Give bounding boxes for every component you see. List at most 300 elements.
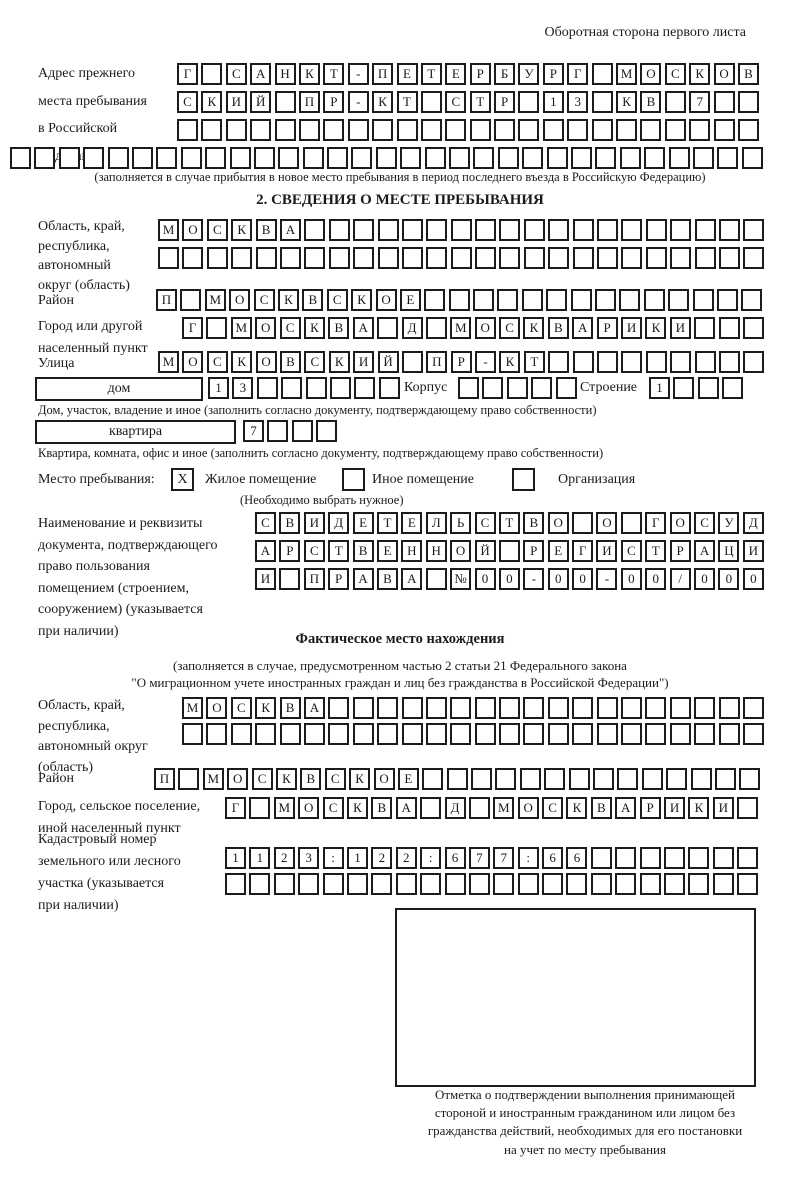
char-cell[interactable] xyxy=(400,147,421,169)
char-cell[interactable] xyxy=(275,91,296,113)
char-cell[interactable]: Й xyxy=(250,91,271,113)
char-cell[interactable] xyxy=(542,873,563,895)
char-cell[interactable] xyxy=(645,697,666,719)
char-cell[interactable]: 0 xyxy=(621,568,642,590)
char-cell[interactable]: О xyxy=(255,317,276,339)
char-cell[interactable]: О xyxy=(714,63,735,85)
char-cell[interactable]: И xyxy=(255,568,276,590)
char-cell[interactable] xyxy=(177,119,198,141)
char-cell[interactable]: Т xyxy=(328,540,349,562)
char-cell[interactable]: В xyxy=(523,512,544,534)
char-cell[interactable] xyxy=(717,147,738,169)
char-cell[interactable] xyxy=(591,873,612,895)
char-cell[interactable] xyxy=(544,768,565,790)
char-cell[interactable]: К xyxy=(349,768,370,790)
char-cell[interactable]: Т xyxy=(645,540,666,562)
char-cell[interactable]: Й xyxy=(378,351,399,373)
char-cell[interactable] xyxy=(743,697,764,719)
char-cell[interactable]: А xyxy=(353,317,374,339)
char-cell[interactable]: 0 xyxy=(548,568,569,590)
char-cell[interactable] xyxy=(691,768,712,790)
char-cell[interactable]: К xyxy=(304,317,325,339)
char-cell[interactable]: 7 xyxy=(243,420,264,442)
char-cell[interactable] xyxy=(451,247,472,269)
char-cell[interactable]: В xyxy=(300,768,321,790)
char-cell[interactable]: С xyxy=(325,768,346,790)
char-cell[interactable]: - xyxy=(523,568,544,590)
char-cell[interactable]: О xyxy=(640,63,661,85)
char-cell[interactable]: Г xyxy=(225,797,246,819)
char-cell[interactable]: М xyxy=(182,697,203,719)
char-cell[interactable] xyxy=(548,247,569,269)
char-cell[interactable] xyxy=(688,847,709,869)
char-cell[interactable] xyxy=(741,289,762,311)
char-cell[interactable]: К xyxy=(329,351,350,373)
char-cell[interactable] xyxy=(201,119,222,141)
char-cell[interactable]: Е xyxy=(397,63,418,85)
char-cell[interactable] xyxy=(275,119,296,141)
char-cell[interactable]: С xyxy=(207,351,228,373)
char-cell[interactable]: Р xyxy=(523,540,544,562)
char-cell[interactable] xyxy=(666,768,687,790)
char-cell[interactable]: Ь xyxy=(450,512,471,534)
char-cell[interactable] xyxy=(329,219,350,241)
char-cell[interactable]: Е xyxy=(548,540,569,562)
char-cell[interactable]: П xyxy=(156,289,177,311)
char-cell[interactable]: М xyxy=(616,63,637,85)
char-cell[interactable] xyxy=(743,351,764,373)
char-cell[interactable]: Е xyxy=(401,512,422,534)
char-cell[interactable]: Д xyxy=(743,512,764,534)
char-cell[interactable] xyxy=(420,797,441,819)
char-cell[interactable]: Т xyxy=(377,512,398,534)
checkbox-organization[interactable] xyxy=(512,468,535,491)
char-cell[interactable] xyxy=(644,147,665,169)
char-cell[interactable] xyxy=(571,147,592,169)
char-cell[interactable]: О xyxy=(182,351,203,373)
char-cell[interactable]: К xyxy=(351,289,372,311)
char-cell[interactable]: Й xyxy=(475,540,496,562)
char-cell[interactable] xyxy=(458,377,479,399)
char-cell[interactable] xyxy=(83,147,104,169)
char-cell[interactable]: К xyxy=(499,351,520,373)
char-cell[interactable]: С xyxy=(499,317,520,339)
char-cell[interactable]: Т xyxy=(499,512,520,534)
char-cell[interactable]: С xyxy=(177,91,198,113)
char-cell[interactable]: С xyxy=(231,697,252,719)
char-cell[interactable] xyxy=(670,247,691,269)
char-cell[interactable] xyxy=(249,873,270,895)
char-cell[interactable] xyxy=(499,723,520,745)
char-cell[interactable]: М xyxy=(158,351,179,373)
char-cell[interactable]: К xyxy=(523,317,544,339)
house-type-box[interactable]: дом xyxy=(35,377,203,401)
char-cell[interactable] xyxy=(421,91,442,113)
char-cell[interactable]: О xyxy=(374,768,395,790)
char-cell[interactable]: С xyxy=(304,540,325,562)
char-cell[interactable]: Е xyxy=(400,289,421,311)
char-cell[interactable] xyxy=(206,723,227,745)
char-cell[interactable]: Р xyxy=(597,317,618,339)
char-cell[interactable] xyxy=(306,377,327,399)
char-cell[interactable]: А xyxy=(694,540,715,562)
char-cell[interactable]: С xyxy=(207,219,228,241)
char-cell[interactable] xyxy=(482,377,503,399)
char-cell[interactable] xyxy=(372,119,393,141)
char-cell[interactable]: Е xyxy=(398,768,419,790)
char-cell[interactable] xyxy=(231,723,252,745)
char-cell[interactable] xyxy=(379,377,400,399)
char-cell[interactable] xyxy=(377,697,398,719)
char-cell[interactable] xyxy=(475,697,496,719)
char-cell[interactable] xyxy=(715,768,736,790)
char-cell[interactable] xyxy=(645,723,666,745)
char-cell[interactable]: К xyxy=(201,91,222,113)
char-cell[interactable]: С xyxy=(226,63,247,85)
char-cell[interactable]: 0 xyxy=(694,568,715,590)
char-cell[interactable]: А xyxy=(401,568,422,590)
char-cell[interactable]: И xyxy=(743,540,764,562)
char-cell[interactable] xyxy=(621,219,642,241)
char-cell[interactable] xyxy=(713,847,734,869)
char-cell[interactable] xyxy=(353,723,374,745)
char-cell[interactable] xyxy=(664,873,685,895)
char-cell[interactable] xyxy=(642,768,663,790)
char-cell[interactable] xyxy=(518,873,539,895)
char-cell[interactable]: А xyxy=(280,219,301,241)
char-cell[interactable] xyxy=(421,119,442,141)
char-cell[interactable]: Е xyxy=(377,540,398,562)
char-cell[interactable]: Т xyxy=(524,351,545,373)
char-cell[interactable]: М xyxy=(450,317,471,339)
char-cell[interactable] xyxy=(499,697,520,719)
char-cell[interactable] xyxy=(737,797,758,819)
char-cell[interactable] xyxy=(499,247,520,269)
char-cell[interactable] xyxy=(495,768,516,790)
char-cell[interactable] xyxy=(595,289,616,311)
char-cell[interactable] xyxy=(621,512,642,534)
char-cell[interactable]: 1 xyxy=(347,847,368,869)
char-cell[interactable] xyxy=(451,219,472,241)
char-cell[interactable]: К xyxy=(231,351,252,373)
char-cell[interactable] xyxy=(280,247,301,269)
char-cell[interactable] xyxy=(592,91,613,113)
char-cell[interactable] xyxy=(426,568,447,590)
char-cell[interactable]: 6 xyxy=(445,847,466,869)
char-cell[interactable]: М xyxy=(205,289,226,311)
char-cell[interactable] xyxy=(281,377,302,399)
char-cell[interactable]: Т xyxy=(323,63,344,85)
char-cell[interactable] xyxy=(573,219,594,241)
char-cell[interactable] xyxy=(378,247,399,269)
char-cell[interactable]: В xyxy=(640,91,661,113)
char-cell[interactable] xyxy=(646,351,667,373)
char-cell[interactable]: В xyxy=(256,219,277,241)
char-cell[interactable]: 0 xyxy=(475,568,496,590)
char-cell[interactable] xyxy=(518,119,539,141)
char-cell[interactable] xyxy=(591,847,612,869)
char-cell[interactable]: К xyxy=(276,768,297,790)
char-cell[interactable] xyxy=(469,873,490,895)
char-cell[interactable]: Т xyxy=(421,63,442,85)
char-cell[interactable] xyxy=(698,377,719,399)
char-cell[interactable]: Н xyxy=(426,540,447,562)
char-cell[interactable]: Г xyxy=(182,317,203,339)
char-cell[interactable] xyxy=(205,147,226,169)
char-cell[interactable] xyxy=(182,247,203,269)
char-cell[interactable] xyxy=(34,147,55,169)
char-cell[interactable] xyxy=(597,219,618,241)
char-cell[interactable] xyxy=(201,63,222,85)
char-cell[interactable]: Г xyxy=(645,512,666,534)
char-cell[interactable] xyxy=(402,219,423,241)
char-cell[interactable]: Р xyxy=(543,63,564,85)
char-cell[interactable] xyxy=(158,247,179,269)
char-cell[interactable] xyxy=(592,63,613,85)
char-cell[interactable] xyxy=(547,147,568,169)
char-cell[interactable]: Р xyxy=(279,540,300,562)
char-cell[interactable] xyxy=(739,768,760,790)
char-cell[interactable]: У xyxy=(718,512,739,534)
char-cell[interactable] xyxy=(292,420,313,442)
char-cell[interactable] xyxy=(719,219,740,241)
char-cell[interactable] xyxy=(256,247,277,269)
char-cell[interactable]: - xyxy=(348,91,369,113)
char-cell[interactable]: О xyxy=(256,351,277,373)
char-cell[interactable]: К xyxy=(372,91,393,113)
char-cell[interactable] xyxy=(597,247,618,269)
char-cell[interactable] xyxy=(719,351,740,373)
char-cell[interactable] xyxy=(450,697,471,719)
char-cell[interactable] xyxy=(646,219,667,241)
char-cell[interactable]: А xyxy=(304,697,325,719)
char-cell[interactable]: О xyxy=(182,219,203,241)
char-cell[interactable] xyxy=(132,147,153,169)
char-cell[interactable] xyxy=(254,147,275,169)
char-cell[interactable] xyxy=(267,420,288,442)
char-cell[interactable]: И xyxy=(670,317,691,339)
char-cell[interactable] xyxy=(546,289,567,311)
char-cell[interactable] xyxy=(573,351,594,373)
char-cell[interactable]: А xyxy=(396,797,417,819)
char-cell[interactable]: 7 xyxy=(689,91,710,113)
char-cell[interactable]: У xyxy=(518,63,539,85)
char-cell[interactable]: 1 xyxy=(543,91,564,113)
char-cell[interactable]: / xyxy=(670,568,691,590)
char-cell[interactable]: 6 xyxy=(566,847,587,869)
char-cell[interactable]: 6 xyxy=(542,847,563,869)
char-cell[interactable] xyxy=(470,119,491,141)
char-cell[interactable]: В xyxy=(548,317,569,339)
char-cell[interactable] xyxy=(449,147,470,169)
char-cell[interactable] xyxy=(304,247,325,269)
char-cell[interactable] xyxy=(597,723,618,745)
char-cell[interactable] xyxy=(493,873,514,895)
char-cell[interactable] xyxy=(206,317,227,339)
char-cell[interactable]: М xyxy=(203,768,224,790)
char-cell[interactable] xyxy=(329,247,350,269)
char-cell[interactable]: К xyxy=(347,797,368,819)
char-cell[interactable] xyxy=(378,219,399,241)
char-cell[interactable]: : xyxy=(518,847,539,869)
char-cell[interactable]: И xyxy=(353,351,374,373)
char-cell[interactable] xyxy=(471,768,492,790)
char-cell[interactable] xyxy=(694,697,715,719)
char-cell[interactable]: К xyxy=(645,317,666,339)
char-cell[interactable]: И xyxy=(596,540,617,562)
char-cell[interactable] xyxy=(396,873,417,895)
char-cell[interactable]: В xyxy=(302,289,323,311)
char-cell[interactable] xyxy=(556,377,577,399)
char-cell[interactable] xyxy=(377,317,398,339)
char-cell[interactable] xyxy=(328,697,349,719)
char-cell[interactable]: И xyxy=(304,512,325,534)
char-cell[interactable]: 3 xyxy=(232,377,253,399)
char-cell[interactable] xyxy=(616,119,637,141)
char-cell[interactable]: В xyxy=(279,512,300,534)
char-cell[interactable]: А xyxy=(615,797,636,819)
char-cell[interactable] xyxy=(621,723,642,745)
char-cell[interactable]: А xyxy=(250,63,271,85)
char-cell[interactable] xyxy=(249,797,270,819)
char-cell[interactable] xyxy=(279,568,300,590)
char-cell[interactable] xyxy=(475,247,496,269)
char-cell[interactable]: И xyxy=(621,317,642,339)
char-cell[interactable] xyxy=(597,697,618,719)
char-cell[interactable]: Т xyxy=(397,91,418,113)
char-cell[interactable]: Е xyxy=(353,512,374,534)
char-cell[interactable]: 1 xyxy=(249,847,270,869)
char-cell[interactable] xyxy=(548,351,569,373)
char-cell[interactable] xyxy=(420,873,441,895)
char-cell[interactable] xyxy=(673,377,694,399)
char-cell[interactable]: 3 xyxy=(298,847,319,869)
char-cell[interactable] xyxy=(274,873,295,895)
char-cell[interactable] xyxy=(737,873,758,895)
char-cell[interactable] xyxy=(617,768,638,790)
apartment-type-box[interactable]: квартира xyxy=(35,420,236,444)
char-cell[interactable] xyxy=(426,697,447,719)
char-cell[interactable] xyxy=(353,219,374,241)
char-cell[interactable]: П xyxy=(154,768,175,790)
char-cell[interactable]: : xyxy=(323,847,344,869)
char-cell[interactable] xyxy=(743,723,764,745)
char-cell[interactable]: 0 xyxy=(499,568,520,590)
char-cell[interactable] xyxy=(719,723,740,745)
char-cell[interactable]: К xyxy=(231,219,252,241)
char-cell[interactable]: О xyxy=(376,289,397,311)
char-cell[interactable]: 1 xyxy=(208,377,229,399)
char-cell[interactable]: 7 xyxy=(493,847,514,869)
char-cell[interactable] xyxy=(665,91,686,113)
char-cell[interactable]: П xyxy=(299,91,320,113)
char-cell[interactable]: О xyxy=(206,697,227,719)
char-cell[interactable] xyxy=(518,91,539,113)
char-cell[interactable]: 0 xyxy=(572,568,593,590)
char-cell[interactable]: В xyxy=(353,540,374,562)
char-cell[interactable]: В xyxy=(328,317,349,339)
char-cell[interactable] xyxy=(694,723,715,745)
char-cell[interactable] xyxy=(469,797,490,819)
char-cell[interactable]: В xyxy=(738,63,759,85)
char-cell[interactable] xyxy=(719,697,740,719)
char-cell[interactable]: О xyxy=(450,540,471,562)
char-cell[interactable]: Б xyxy=(494,63,515,85)
char-cell[interactable] xyxy=(447,768,468,790)
char-cell[interactable] xyxy=(499,540,520,562)
char-cell[interactable] xyxy=(402,351,423,373)
char-cell[interactable] xyxy=(499,219,520,241)
char-cell[interactable]: В xyxy=(280,697,301,719)
char-cell[interactable] xyxy=(597,351,618,373)
char-cell[interactable] xyxy=(619,289,640,311)
char-cell[interactable] xyxy=(425,147,446,169)
char-cell[interactable] xyxy=(670,697,691,719)
char-cell[interactable]: К xyxy=(688,797,709,819)
char-cell[interactable] xyxy=(572,697,593,719)
char-cell[interactable]: С xyxy=(280,317,301,339)
char-cell[interactable]: Г xyxy=(177,63,198,85)
char-cell[interactable] xyxy=(520,768,541,790)
char-cell[interactable] xyxy=(571,289,592,311)
char-cell[interactable] xyxy=(573,247,594,269)
char-cell[interactable] xyxy=(670,351,691,373)
char-cell[interactable] xyxy=(351,147,372,169)
char-cell[interactable]: О xyxy=(227,768,248,790)
char-cell[interactable] xyxy=(426,317,447,339)
char-cell[interactable] xyxy=(567,119,588,141)
char-cell[interactable]: Ц xyxy=(718,540,739,562)
char-cell[interactable]: И xyxy=(226,91,247,113)
char-cell[interactable]: П xyxy=(304,568,325,590)
char-cell[interactable] xyxy=(713,873,734,895)
char-cell[interactable] xyxy=(592,119,613,141)
char-cell[interactable] xyxy=(323,873,344,895)
char-cell[interactable]: К xyxy=(255,697,276,719)
char-cell[interactable] xyxy=(180,289,201,311)
char-cell[interactable]: М xyxy=(274,797,295,819)
char-cell[interactable] xyxy=(278,147,299,169)
char-cell[interactable] xyxy=(353,247,374,269)
char-cell[interactable] xyxy=(507,377,528,399)
char-cell[interactable]: 1 xyxy=(225,847,246,869)
char-cell[interactable]: 7 xyxy=(469,847,490,869)
checkbox-other-premises[interactable] xyxy=(342,468,365,491)
char-cell[interactable]: 1 xyxy=(649,377,670,399)
char-cell[interactable] xyxy=(738,91,759,113)
char-cell[interactable] xyxy=(524,247,545,269)
char-cell[interactable] xyxy=(494,119,515,141)
char-cell[interactable] xyxy=(743,247,764,269)
char-cell[interactable] xyxy=(330,377,351,399)
char-cell[interactable]: С xyxy=(445,91,466,113)
char-cell[interactable] xyxy=(688,873,709,895)
char-cell[interactable] xyxy=(207,247,228,269)
char-cell[interactable]: О xyxy=(548,512,569,534)
char-cell[interactable]: 2 xyxy=(274,847,295,869)
char-cell[interactable] xyxy=(572,723,593,745)
char-cell[interactable]: Л xyxy=(426,512,447,534)
char-cell[interactable] xyxy=(695,219,716,241)
char-cell[interactable]: Р xyxy=(640,797,661,819)
char-cell[interactable]: В xyxy=(371,797,392,819)
checkbox-residential[interactable]: X xyxy=(171,468,194,491)
char-cell[interactable]: Р xyxy=(470,63,491,85)
char-cell[interactable]: 0 xyxy=(718,568,739,590)
char-cell[interactable] xyxy=(569,768,590,790)
char-cell[interactable] xyxy=(377,723,398,745)
char-cell[interactable] xyxy=(665,119,686,141)
